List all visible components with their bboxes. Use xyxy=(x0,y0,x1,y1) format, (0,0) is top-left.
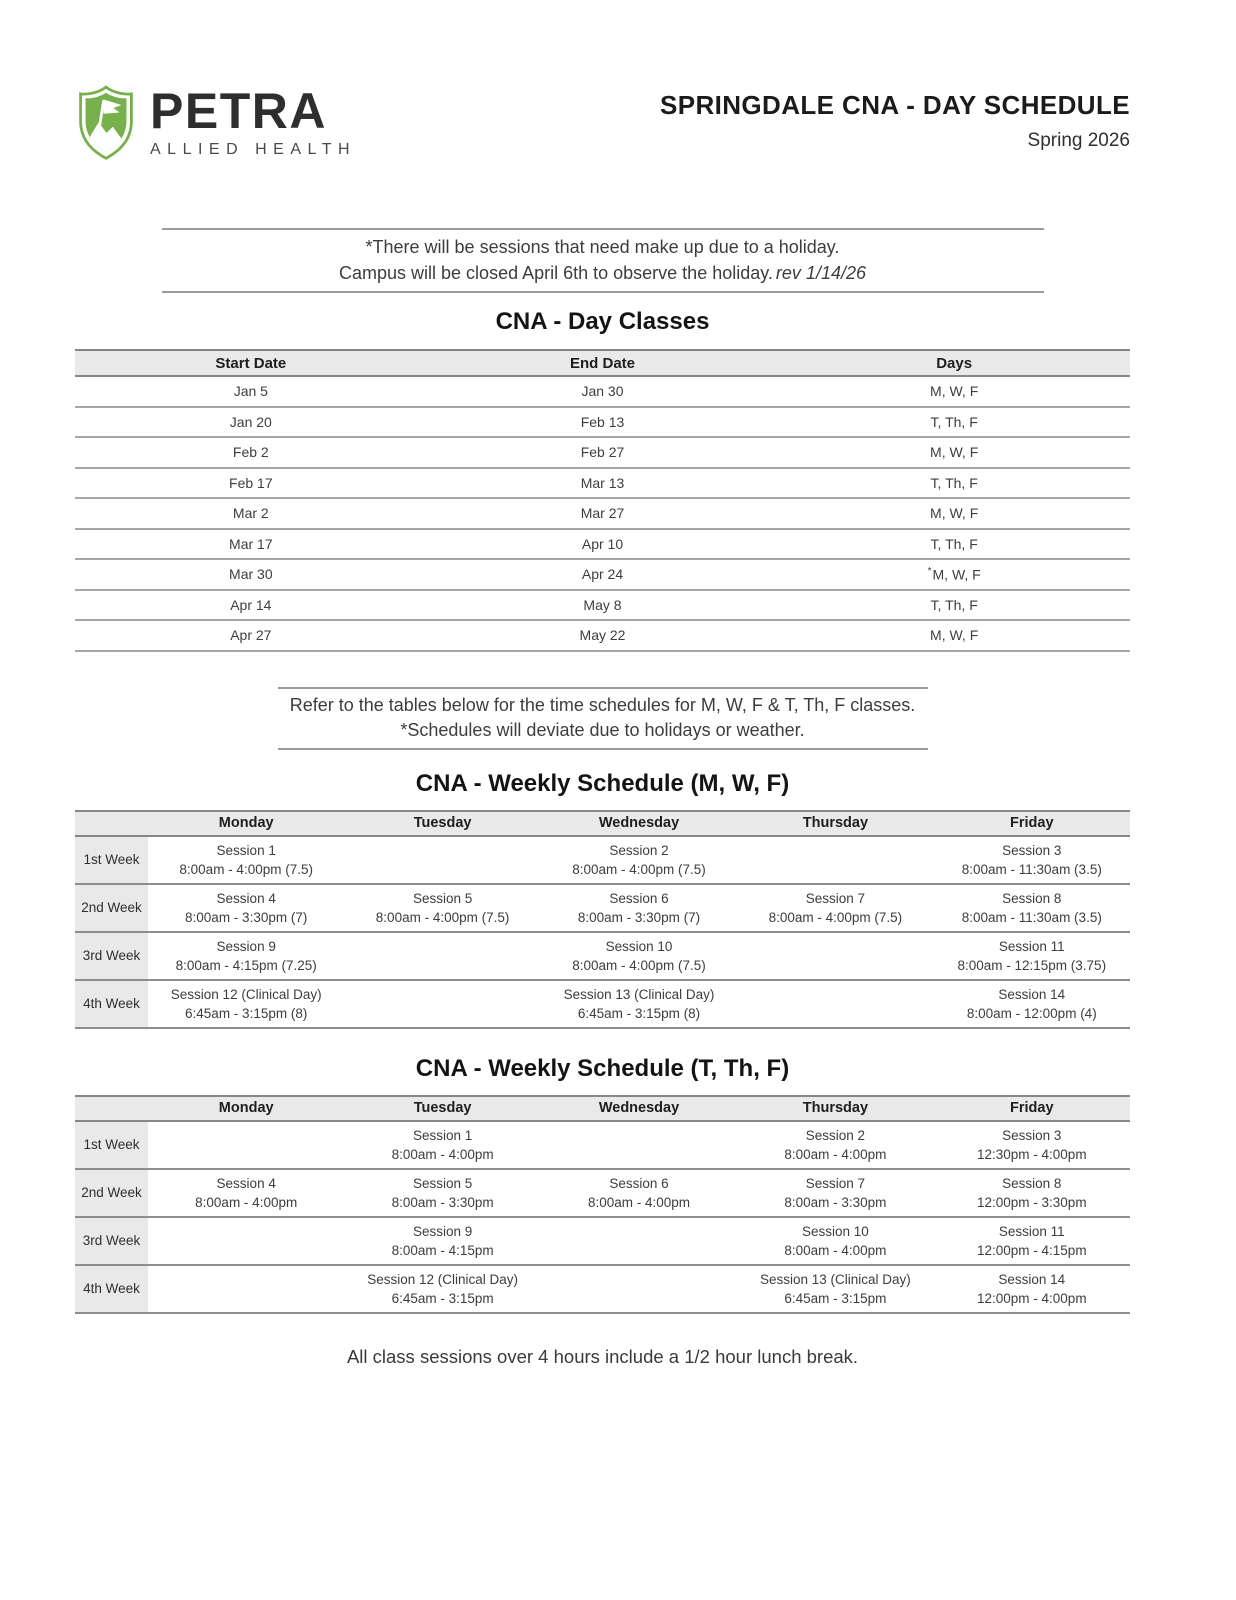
week-row xyxy=(75,933,1130,981)
session-time: 6:45am - 3:15pm (8) xyxy=(577,1005,701,1021)
session-cell xyxy=(541,1170,737,1216)
weekly-header xyxy=(75,1095,1130,1122)
holiday-notice-line2 xyxy=(162,260,1044,286)
start-date-cell: Apr 14 xyxy=(230,596,272,613)
session-name: Session 7 xyxy=(805,890,866,906)
start-date-cell: Jan 5 xyxy=(233,383,268,400)
week-label: 4th Week xyxy=(75,981,148,1027)
session-time: 8:00am - 3:30pm (7) xyxy=(577,909,701,925)
session-name: Session 5 xyxy=(412,890,473,906)
session-cell xyxy=(148,1266,344,1312)
end-date-cell: Feb 13 xyxy=(580,413,625,430)
session-cell xyxy=(148,837,344,883)
petra-logo xyxy=(75,84,356,162)
session-cell xyxy=(934,1266,1130,1312)
session-cell xyxy=(344,1122,540,1168)
session-cell xyxy=(934,1122,1130,1168)
session-cell xyxy=(541,1218,737,1264)
session-cell xyxy=(934,837,1130,883)
session-cell xyxy=(148,981,344,1027)
revision-date: rev 1/14/26 xyxy=(775,263,866,283)
days-cell: T, Th, F xyxy=(930,596,978,613)
weekly-header xyxy=(75,810,1130,837)
session-time: 8:00am - 4:00pm xyxy=(195,1194,298,1210)
session-name: Session 12 (Clinical Day) xyxy=(170,986,322,1002)
week-row xyxy=(75,837,1130,885)
term-label: Spring 2026 xyxy=(1027,130,1130,151)
session-time: 8:00am - 4:00pm xyxy=(784,1146,887,1162)
start-date-cell: Apr 27 xyxy=(230,627,272,644)
day-column-header: Thursday xyxy=(802,1100,869,1116)
session-cell xyxy=(148,1218,344,1264)
session-time: 8:00am - 4:00pm xyxy=(391,1146,494,1162)
week-row xyxy=(75,1170,1130,1218)
lunch-note: All class sessions over 4 hours include a 1/2 hour lunch break. xyxy=(346,1345,859,1367)
session-time: 6:45am - 3:15pm xyxy=(784,1290,887,1306)
session-time: 8:00am - 4:00pm xyxy=(587,1194,691,1210)
session-cell xyxy=(541,1122,737,1168)
makeup-asterisk: * xyxy=(927,565,932,577)
table-row xyxy=(75,530,1130,561)
week-label: 1st Week xyxy=(75,837,148,883)
session-name: Session 7 xyxy=(805,1175,866,1191)
session-cell xyxy=(344,885,540,931)
session-cell xyxy=(344,981,540,1027)
days-cell: T, Th, F xyxy=(930,535,978,552)
session-cell xyxy=(344,1266,540,1312)
session-time: 12:00pm - 4:15pm xyxy=(977,1242,1087,1258)
start-date-cell: Feb 2 xyxy=(232,444,269,461)
session-name: Session 11 xyxy=(998,938,1065,954)
session-cell xyxy=(934,885,1130,931)
session-time: 8:00am - 11:30am (3.5) xyxy=(961,861,1102,877)
session-cell xyxy=(934,1170,1130,1216)
schedule-notice-line1: Refer to the tables below for the time schedules for M, W, F & T, Th, F classes. xyxy=(289,694,916,715)
table-row xyxy=(75,469,1130,500)
session-name: Session 1 xyxy=(412,1127,473,1143)
page-title: SPRINGDALE CNA - DAY SCHEDULE xyxy=(659,90,1130,120)
session-name: Session 11 xyxy=(998,1223,1065,1239)
session-name: Session 3 xyxy=(1002,1127,1062,1143)
page xyxy=(75,0,1130,1368)
start-date-cell: Feb 17 xyxy=(229,474,273,491)
week-label: 2nd Week xyxy=(75,1170,148,1216)
table-row xyxy=(75,438,1130,469)
holiday-notice-line1: *There will be sessions that need make up due to a holiday. xyxy=(365,237,840,257)
table-row xyxy=(75,408,1130,439)
session-name: Session 10 xyxy=(801,1223,869,1239)
week-label: 3rd Week xyxy=(75,1218,148,1264)
session-name: Session 8 xyxy=(1002,890,1062,906)
start-date-cell: Mar 30 xyxy=(229,566,273,583)
session-time: 8:00am - 4:00pm (7.5) xyxy=(768,909,903,925)
petra-shield-icon xyxy=(75,84,137,162)
session-name: Session 4 xyxy=(216,890,276,906)
days-cell: T, Th, F xyxy=(930,474,978,491)
session-cell xyxy=(344,1170,540,1216)
session-time: 6:45am - 3:15pm (8) xyxy=(185,1005,308,1021)
session-name: Session 6 xyxy=(609,890,669,906)
session-cell xyxy=(148,885,344,931)
column-header: End Date xyxy=(569,354,635,372)
session-name: Session 8 xyxy=(1002,1175,1062,1191)
start-date-cell: Mar 2 xyxy=(232,505,269,522)
session-cell xyxy=(148,1122,344,1168)
day-column-header: Thursday xyxy=(802,815,869,831)
weekly-mwf-table xyxy=(75,810,1130,1029)
session-cell xyxy=(737,837,933,883)
holiday-notice-line2-text: Campus will be closed April 6th to observe the holiday. xyxy=(339,263,773,283)
session-name: Session 2 xyxy=(805,1127,866,1143)
week-row xyxy=(75,1218,1130,1266)
day-column-header: Tuesday xyxy=(413,815,472,831)
week-label: 1st Week xyxy=(75,1122,148,1168)
day-column-header: Friday xyxy=(1010,815,1054,831)
column-header: Days xyxy=(936,354,973,372)
session-name: Session 9 xyxy=(216,938,276,954)
days-cell: M, W, F xyxy=(930,505,979,522)
session-cell xyxy=(737,885,933,931)
session-name: Session 5 xyxy=(412,1175,473,1191)
day-classes-table xyxy=(75,349,1130,652)
days-cell: T, Th, F xyxy=(930,413,978,430)
session-cell xyxy=(541,933,737,979)
session-cell xyxy=(737,1122,933,1168)
session-name: Session 10 xyxy=(605,938,673,954)
column-header: Start Date xyxy=(215,354,287,372)
session-cell xyxy=(737,933,933,979)
session-time: 6:45am - 3:15pm xyxy=(391,1290,494,1306)
week-row xyxy=(75,1122,1130,1170)
table-row xyxy=(75,591,1130,622)
session-cell xyxy=(344,1218,540,1264)
weekly-ttf-title: CNA - Weekly Schedule (T, Th, F) xyxy=(415,1054,790,1082)
week-label: 2nd Week xyxy=(75,885,148,931)
session-cell xyxy=(737,1170,933,1216)
session-time: 8:00am - 11:30am (3.5) xyxy=(961,909,1102,925)
day-classes-header xyxy=(75,349,1130,377)
start-date-cell: Mar 17 xyxy=(229,535,273,552)
session-name: Session 14 xyxy=(998,986,1066,1002)
schedule-notice xyxy=(278,687,928,750)
end-date-cell: May 22 xyxy=(579,627,626,644)
session-cell xyxy=(541,1266,737,1312)
session-time: 8:00am - 4:00pm xyxy=(784,1242,887,1258)
session-cell xyxy=(737,1266,933,1312)
days-cell: M, W, F xyxy=(930,627,979,644)
day-column-header: Monday xyxy=(218,1100,274,1116)
day-column-header: Wednesday xyxy=(598,1100,680,1116)
session-time: 8:00am - 3:30pm (7) xyxy=(185,909,308,925)
table-row xyxy=(75,621,1130,652)
weekly-body xyxy=(75,837,1130,1029)
session-cell xyxy=(344,837,540,883)
session-name: Session 14 xyxy=(998,1271,1066,1287)
end-date-cell: Feb 27 xyxy=(580,444,625,461)
session-time: 8:00am - 4:00pm (7.5) xyxy=(375,909,510,925)
session-cell xyxy=(934,1218,1130,1264)
session-name: Session 13 (Clinical Day) xyxy=(759,1271,911,1287)
session-cell xyxy=(737,981,933,1027)
logo-tagline: ALLIED HEALTH xyxy=(150,140,357,158)
session-time: 12:30pm - 4:00pm xyxy=(977,1146,1087,1162)
end-date-cell: May 8 xyxy=(583,596,622,613)
session-time: 8:00am - 12:15pm (3.75) xyxy=(957,957,1107,973)
logo-name: PETRA xyxy=(150,82,327,139)
session-cell xyxy=(934,981,1130,1027)
session-name: Session 9 xyxy=(412,1223,473,1239)
end-date-cell: Jan 30 xyxy=(581,383,624,400)
table-row xyxy=(75,377,1130,408)
weekly-body xyxy=(75,1122,1130,1314)
days-cell: M, W, F xyxy=(930,444,979,461)
session-name: Session 13 (Clinical Day) xyxy=(563,986,715,1002)
table-row xyxy=(75,499,1130,530)
start-date-cell: Jan 20 xyxy=(229,413,272,430)
session-time: 8:00am - 4:00pm (7.5) xyxy=(572,957,706,973)
session-time: 8:00am - 3:30pm xyxy=(784,1194,887,1210)
weekly-ttf-table xyxy=(75,1095,1130,1314)
session-name: Session 3 xyxy=(1002,842,1062,858)
session-name: Session 12 (Clinical Day) xyxy=(367,1271,518,1287)
session-time: 8:00am - 12:00pm (4) xyxy=(966,1005,1097,1021)
session-cell xyxy=(934,933,1130,979)
week-label: 3rd Week xyxy=(75,933,148,979)
day-column-header: Friday xyxy=(1010,1100,1054,1116)
session-time: 8:00am - 4:00pm (7.5) xyxy=(572,861,706,877)
end-date-cell: Apr 10 xyxy=(581,535,624,552)
end-date-cell: Mar 27 xyxy=(580,505,625,522)
session-cell xyxy=(541,885,737,931)
days-cell: M, W, F xyxy=(930,383,979,400)
week-row xyxy=(75,1266,1130,1314)
week-row xyxy=(75,981,1130,1029)
session-time: 8:00am - 4:00pm (7.5) xyxy=(179,861,313,877)
schedule-notice-line2: *Schedules will deviate due to holidays or weather. xyxy=(400,719,805,740)
session-cell xyxy=(737,1218,933,1264)
session-time: 12:00pm - 4:00pm xyxy=(977,1290,1087,1306)
day-column-header: Monday xyxy=(218,815,274,831)
session-time: 8:00am - 4:15pm xyxy=(391,1242,494,1258)
session-time: 8:00am - 4:15pm (7.25) xyxy=(175,957,317,973)
session-cell xyxy=(148,933,344,979)
logo-text xyxy=(150,82,357,159)
session-name: Session 1 xyxy=(216,842,276,858)
session-cell xyxy=(541,837,737,883)
session-time: 12:00pm - 3:30pm xyxy=(977,1194,1087,1210)
session-cell xyxy=(344,933,540,979)
session-time: 8:00am - 3:30pm xyxy=(391,1194,494,1210)
weekly-mwf-title: CNA - Weekly Schedule (M, W, F) xyxy=(415,769,790,797)
session-cell xyxy=(541,981,737,1027)
day-column-header: Tuesday xyxy=(413,1100,472,1116)
doc-title-block xyxy=(660,84,1130,152)
day-classes-body xyxy=(75,377,1130,652)
holiday-notice xyxy=(162,228,1044,293)
table-row xyxy=(75,560,1130,591)
day-column-header: Wednesday xyxy=(598,815,680,831)
week-label: 4th Week xyxy=(75,1266,148,1312)
week-row xyxy=(75,885,1130,933)
header xyxy=(75,0,1130,162)
end-date-cell: Mar 13 xyxy=(580,474,625,491)
end-date-cell: Apr 24 xyxy=(581,566,624,583)
session-name: Session 2 xyxy=(609,842,669,858)
day-classes-title: CNA - Day Classes xyxy=(495,308,710,335)
days-cell: *M, W, F xyxy=(927,565,981,583)
session-name: Session 4 xyxy=(216,1175,276,1191)
session-name: Session 6 xyxy=(609,1175,669,1191)
session-cell xyxy=(148,1170,344,1216)
